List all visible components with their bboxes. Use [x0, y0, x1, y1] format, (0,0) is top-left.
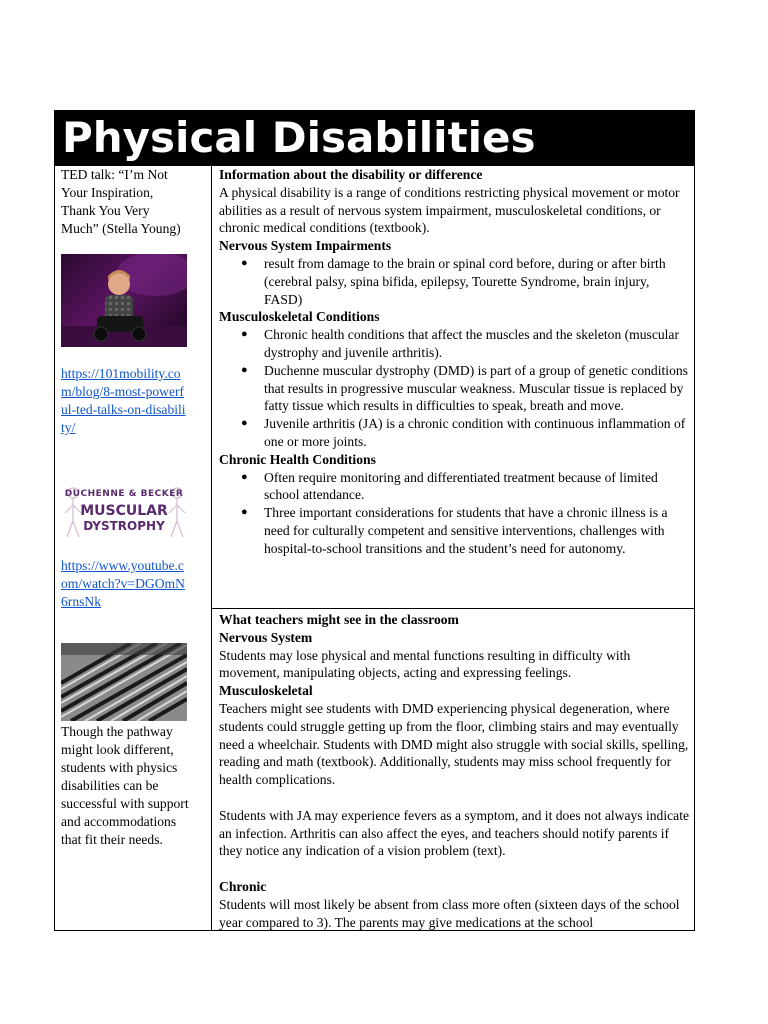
musculoskeletal-text: Teachers might see students with DMD experiencing physical degeneration, where students could struggle getting up from the floor, climbing stairs and may eventually need a wheelchair. Students with DMD might also struggle with social skills, spelling, reading and math (textbook). Additionally, students may miss school frequently for health complications.	[219, 700, 689, 788]
logo-line-2: MUSCULAR	[80, 503, 168, 519]
stairs-photo-graphic	[61, 643, 187, 721]
nervous-bullet-list	[219, 255, 691, 308]
list-item: ● Juvenile arthritis (JA) is a chronic condition with continuous inflammation of one or more joints.	[219, 415, 691, 451]
ted-talks-link[interactable]: https://101mobility.com/blog/8-most-powerful-ted-talks-on-disability/	[61, 366, 186, 435]
musculoskeletal-bullet-list	[219, 326, 691, 451]
list-item: ● Chronic health conditions that affect the muscles and the skeleton (muscular dystrophy and juvenile arthritis).	[219, 326, 691, 362]
logo-line-1: DUCHENNE & BECKER	[64, 489, 184, 499]
spacer	[219, 789, 691, 807]
content-table	[54, 166, 695, 931]
nervous-impairments-heading: Nervous System Impairments	[219, 238, 392, 254]
musculoskeletal-heading: Musculoskeletal	[219, 683, 313, 699]
logo-line-3: DYSTROPHY	[83, 519, 165, 533]
closing-caption: Though the pathway might look different, students with physics disabilities can be successful with support and accommodations that fit their needs.	[61, 724, 189, 847]
list-item: ● Duchenne muscular dystrophy (DMD) is part of a group of genetic conditions that results in progressive muscular weakness. Muscular tissue is replaced by fatty tissue which results in difficulties to speak, breath and move.	[219, 362, 691, 415]
column-divider	[211, 166, 212, 930]
classroom-heading: What teachers might see in the classroom	[219, 612, 459, 627]
muscular-dystrophy-logo	[61, 471, 187, 553]
list-item: ● Three important considerations for students that have a chronic illness is a need for culturally competent and sensitive interventions, challenges with hospital-to-school transitions and the student’s need for autonomy.	[219, 504, 691, 557]
document-page	[54, 110, 695, 931]
musculoskeletal-conditions-heading: Musculoskeletal Conditions	[219, 309, 380, 325]
nervous-system-text: Students may lose physical and mental functions resulting in difficulty with movement, manipulating objects, acting and expressing feelings.	[219, 647, 631, 681]
chronic-conditions-heading: Chronic Health Conditions	[219, 451, 376, 467]
stairs-photo	[61, 643, 187, 721]
nervous-system-heading: Nervous System	[219, 629, 313, 645]
ted-talk-title: TED talk: “I’m Not Your Inspiration, Thank You Very Much” (Stella Young)	[61, 167, 181, 236]
info-heading: Information about the disability or difference	[219, 167, 483, 182]
left-column	[61, 166, 189, 849]
list-item: ● result from damage to the brain or spinal cord before, during or after birth (cerebral palsy, spina bifida, epilepsy, Tourette Syndrome, brain injury, FASD)	[219, 255, 691, 308]
youtube-link[interactable]: https://www.youtube.com/watch?v=DGOmN6rnsNk	[61, 558, 185, 609]
chronic-bullet-list	[219, 469, 691, 558]
list-item: ● Often require monitoring and differentiated treatment because of limited school attendance.	[219, 469, 691, 505]
info-intro: A physical disability is a range of conditions restricting physical movement or motor abilities as a result of nervous system impairment, musculoskeletal conditions, or chronic medical conditions (textbook).	[219, 184, 680, 236]
ja-text: Students with JA may experience fevers as a symptom, and it does not always indicate an infection. Arthritis can also affect the eyes, and teachers should notify parents if they notice any indication of a vision problem (text).	[219, 807, 690, 859]
spacer	[219, 860, 691, 878]
chronic-heading: Chronic	[219, 878, 267, 894]
speaker-photo-graphic	[61, 254, 187, 347]
page-title: Physical Disabilities	[54, 110, 695, 166]
chronic-text: Students will most likely be absent from class more often (sixteen days of the school year compared to 3). The parents may give medications at the school	[219, 896, 680, 930]
classroom-section	[219, 609, 691, 931]
info-section	[219, 166, 691, 558]
speaker-photo	[61, 254, 187, 347]
